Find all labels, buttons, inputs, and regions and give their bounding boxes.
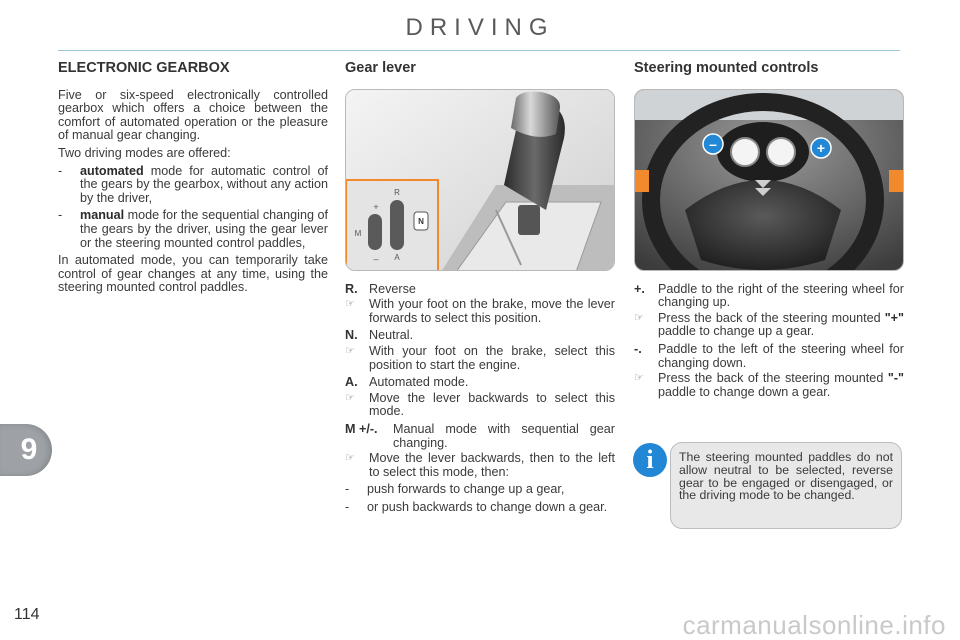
mode-automated: - automated mode for automatic control of the gears by the gearbox, without any action by the driver, xyxy=(58,163,328,205)
step-neutral: ☞ With your foot on the brake, select this position to start the engine. xyxy=(345,343,615,372)
def-paddle-up: +. Paddle to the right of the steering wheel for changing up. xyxy=(634,281,904,310)
substep-change-down: - or push backwards to change down a gear. xyxy=(345,499,608,514)
section-heading-gear-lever: Gear lever xyxy=(345,60,416,76)
info-note: The steering mounted paddles do not allow neutral to be selected, reverse gear to be engaged or disengaged, or the driving mode to be changed. xyxy=(670,442,902,529)
minus-paddle-icon: – xyxy=(709,135,717,152)
column-steering-controls xyxy=(634,62,904,403)
plus-paddle-icon: + xyxy=(816,139,826,156)
step-paddle-down: ☞ Press the back of the steering mounted "-" paddle to change down a gear. xyxy=(634,371,904,399)
gate-label-minus: – xyxy=(373,253,379,264)
pointing-hand-icon: ☞ xyxy=(345,344,355,357)
modes-intro: Two driving modes are offered: xyxy=(58,145,231,160)
pointing-hand-icon: ☞ xyxy=(634,311,644,324)
step-reverse: ☞ With your foot on the brake, move the lever forwards to select this position. xyxy=(345,297,615,325)
pointing-hand-icon: ☞ xyxy=(634,372,644,385)
page-title: DRIVING xyxy=(405,14,555,41)
step-paddle-up: ☞ Press the back of the steering mounted "+" paddle to change up a gear. xyxy=(634,310,904,339)
substep-change-up: - push forwards to change up a gear, xyxy=(345,482,565,497)
page-number: 114 xyxy=(14,606,40,623)
column-gear-lever xyxy=(345,62,615,519)
gate-label-a: A xyxy=(394,252,400,262)
mode-manual: - manual mode for the sequential changing of the gears by the driver, using the gear lever or the steering mounted control paddles, xyxy=(58,208,328,250)
pointing-hand-icon: ☞ xyxy=(345,391,355,404)
gate-label-n: N xyxy=(418,216,424,226)
gear-lever-illustration xyxy=(345,89,615,271)
pointing-hand-icon: ☞ xyxy=(345,452,355,465)
def-reverse: R. Reverse xyxy=(345,281,416,296)
gate-label-r: R xyxy=(394,187,400,197)
gate-label-plus: + xyxy=(373,201,379,212)
step-manual: ☞ Move the lever backwards, then to the left to select this mode, then: xyxy=(345,451,615,479)
outro-paragraph: In automated mode, you can temporarily take control of gear changes at any time, using the steering mounted control paddles. xyxy=(58,253,328,295)
def-neutral: N. Neutral. xyxy=(345,328,414,343)
header-divider xyxy=(58,50,900,51)
def-paddle-down: -. Paddle to the left of the steering wheel for changing down. xyxy=(634,341,904,370)
step-automated: ☞ Move the lever backwards to select this mode. xyxy=(345,390,615,419)
section-heading-electronic-gearbox: ELECTRONIC GEARBOX xyxy=(58,60,230,76)
chapter-tab: 9 xyxy=(0,424,52,476)
column-electronic-gearbox xyxy=(58,62,328,299)
section-heading-steering-controls: Steering mounted controls xyxy=(634,60,819,76)
intro-paragraph: Five or six-speed electronically controlled gearbox which offers a choice between the comfort of automated operation or the pleasure of manual gear changing. xyxy=(58,87,328,143)
pointing-hand-icon: ☞ xyxy=(345,298,355,311)
gate-label-m: M xyxy=(354,228,362,238)
info-icon: i xyxy=(633,443,667,477)
steering-wheel-photo xyxy=(634,89,904,271)
watermark: carmanualsonline.info xyxy=(682,610,946,640)
def-manual: M +/-. Manual mode with sequential gear changing. xyxy=(345,421,615,450)
def-automated: A. Automated mode. xyxy=(345,375,469,390)
